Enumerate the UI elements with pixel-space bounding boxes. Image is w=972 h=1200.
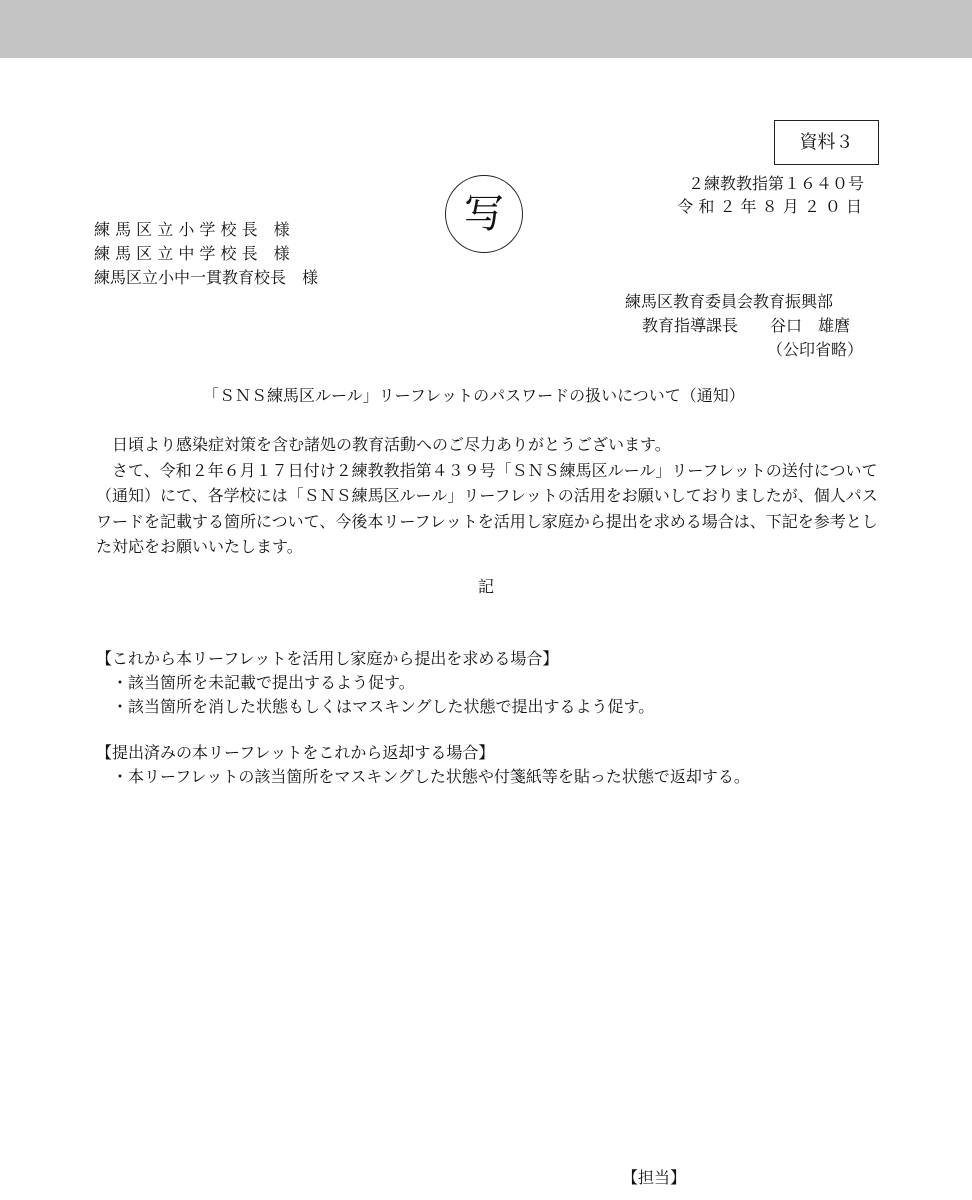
- recipient-line: 練 馬 区 立 小 学 校 長 様: [94, 220, 290, 239]
- recipient-line: 練馬区立小中一貫教育校長 様: [94, 268, 319, 287]
- section-heading: 【これから本リーフレットを活用し家庭から提出を求める場合】: [96, 649, 559, 668]
- document-label-box: [774, 120, 879, 165]
- contact-heading: 【担当】: [622, 1168, 687, 1187]
- body-paragraph: さて、令和２年６月１７日付け２練教教指第４３９号「ＳＮＳ練馬区ルール」リーフレットの送付について（通知）にて、各学校には「ＳＮＳ練馬区ルール」リーフレットの活用をお願いしておりましたが、個人パスワードを記載する箇所について、今後本リーフレットを活用し家庭から提出を求める場合は、下記を参考とした対応をお願いいたします。: [96, 460, 878, 556]
- body-text: [96, 432, 886, 560]
- body-paragraph: 日頃より感染症対策を含む諸処の教育活動へのご尽力ありがとうございます。: [96, 435, 671, 454]
- ki-heading: 記: [478, 577, 495, 596]
- document-title: 「ＳＮＳ練馬区ルール」リーフレットのパスワードの扱いについて（通知）: [203, 386, 745, 405]
- viewer-top-bar: [0, 0, 972, 58]
- list-item: ・本リーフレットの該当箇所をマスキングした状態や付箋紙等を貼った状態で返却する。: [112, 767, 750, 786]
- recipient-line: 練 馬 区 立 中 学 校 長 様: [94, 244, 290, 263]
- document-date: 令 和 ２ 年 ８ 月 ２ ０ 日: [677, 197, 862, 216]
- list-item: ・該当箇所を未記載で提出するよう促す。: [112, 673, 415, 692]
- document-label: 資料３: [799, 131, 854, 153]
- copy-seal-text: 写: [464, 191, 504, 237]
- sender-name: 教育指導課長 谷口 雄麿: [642, 316, 851, 335]
- document-number: ２練教教指第１６４０号: [687, 174, 864, 193]
- sender-organization: 練馬区教育委員会教育振興部: [625, 292, 834, 311]
- seal-omitted-note: （公印省略）: [767, 340, 864, 359]
- copy-seal-stamp: [445, 175, 523, 253]
- list-item: ・該当箇所を消した状態もしくはマスキングした状態で提出するよう促す。: [112, 697, 655, 716]
- section-heading: 【提出済みの本リーフレットをこれから返却する場合】: [96, 743, 495, 762]
